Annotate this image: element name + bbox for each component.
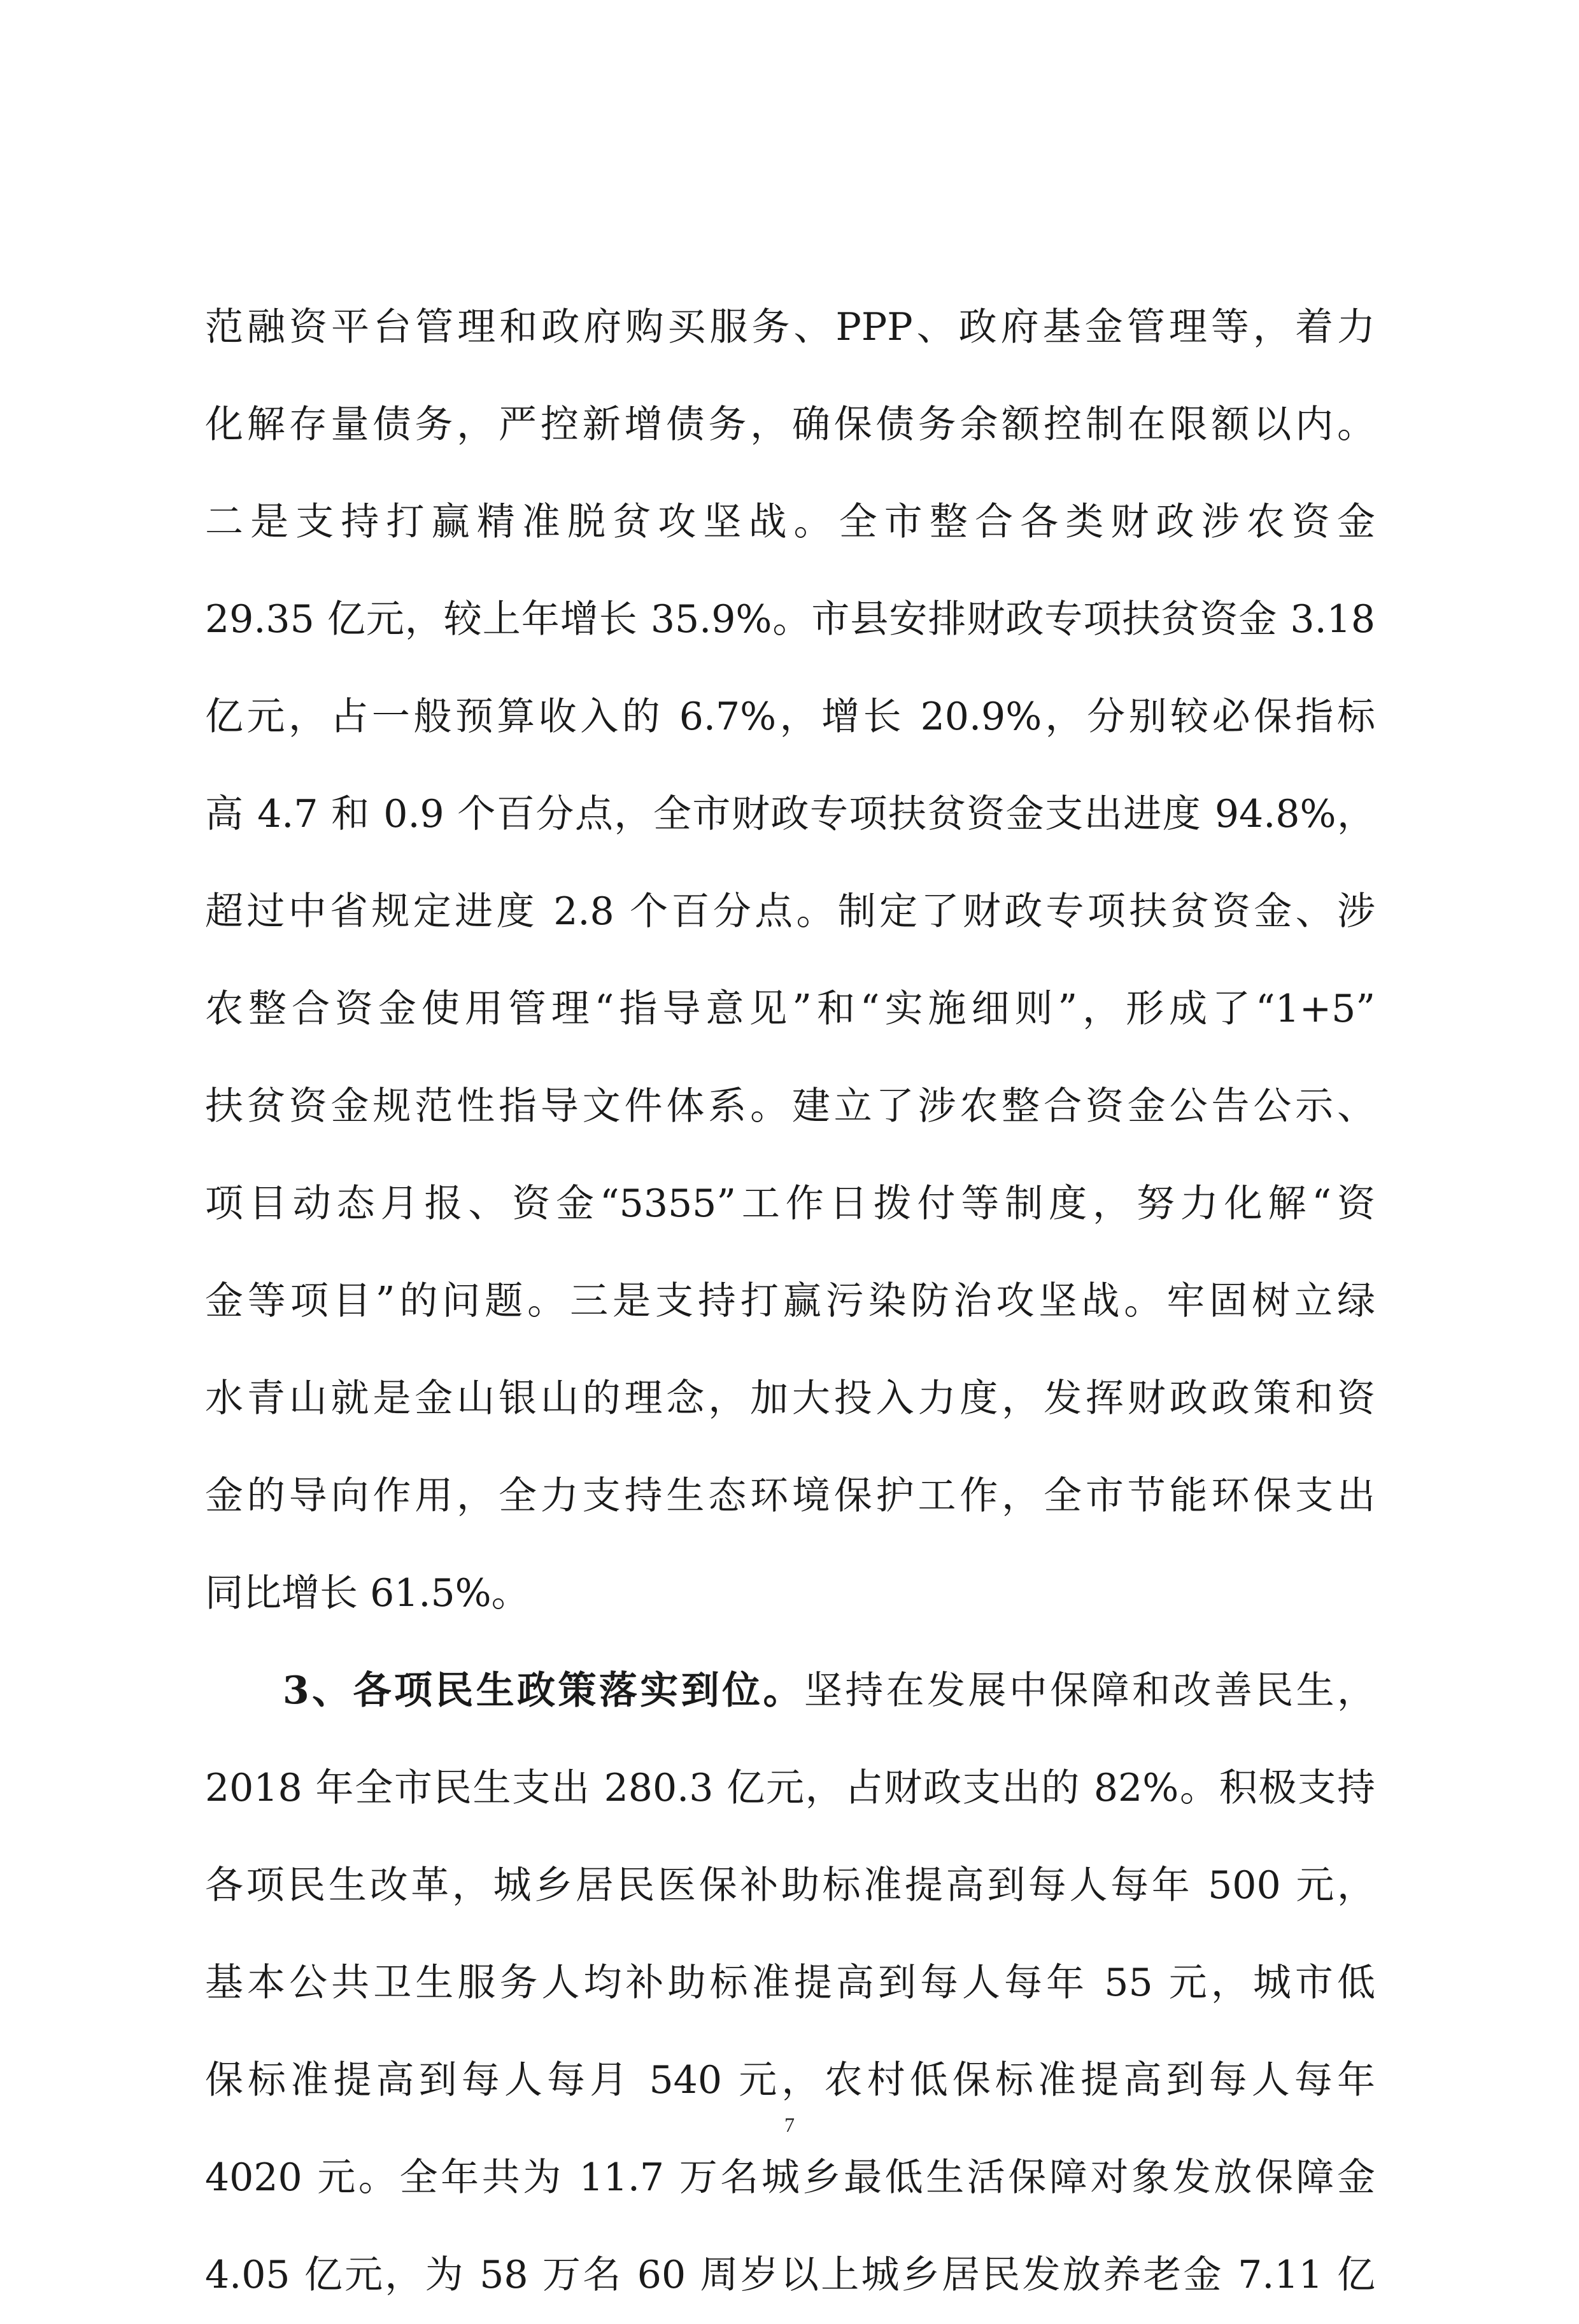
paragraph-line: 超过中省规定进度 2.8 个百分点。制定了财政专项扶贫资金、涉	[205, 889, 1375, 934]
paragraph-line: 基本公共卫生服务人均补助标准提高到每人每年 55 元，城市低	[205, 1961, 1375, 2005]
paragraph-line: 化解存量债务，严控新增债务，确保债务余额控制在限额以内。	[205, 402, 1375, 447]
paragraph-line: 4.05 亿元，为 58 万名 60 周岁以上城乡居民发放养老金 7.11 亿	[205, 2253, 1375, 2297]
paragraph-line: 保标准提高到每人每月 540 元，农村低保标准提高到每人每年	[205, 2058, 1375, 2102]
paragraph-line: 金的导向作用，全力支持生态环境保护工作，全市节能环保支出	[205, 1474, 1375, 1518]
paragraph-line: 4020 元。全年共为 11.7 万名城乡最低生活保障对象发放保障金	[205, 2155, 1375, 2200]
paragraph-line: 各项民生改革，城乡居民医保补助标准提高到每人每年 500 元，	[205, 1863, 1375, 1908]
paragraph-line: 农整合资金使用管理“指导意见”和“实施细则”，形成了“1+5”	[205, 987, 1375, 1031]
paragraph-line: 二是支持打赢精准脱贫攻坚战。全市整合各类财政涉农资金	[205, 500, 1375, 544]
page-number: 7	[784, 2113, 795, 2136]
paragraph-line: 高 4.7 和 0.9 个百分点，全市财政专项扶贫资金支出进度 94.8%，	[205, 792, 1375, 836]
paragraph-line: 同比增长 61.5%。	[205, 1571, 530, 1616]
paragraph-line: 范融资平台管理和政府购买服务、PPP、政府基金管理等，着力	[205, 305, 1375, 349]
section-3-first-line	[205, 1642, 1375, 1740]
paragraph-line: 2018 年全市民生支出 280.3 亿元，占财政支出的 82%。积极支持	[205, 1766, 1375, 1810]
paragraph-line: 29.35 亿元，较上年增长 35.9%。市县安排财政专项扶贫资金 3.18	[205, 597, 1375, 642]
section-3-heading: 3、各项民生政策落实到位。	[283, 1668, 804, 1713]
section-3-lead-text: 坚持在发展中保障和改善民生，	[804, 1668, 1375, 1713]
document-body	[205, 279, 1375, 2324]
paragraph-line: 扶贫资金规范性指导文件体系。建立了涉农整合资金公告公示、	[205, 1084, 1375, 1129]
paragraph-line: 亿元，占一般预算收入的 6.7%，增长 20.9%，分别较必保指标	[205, 694, 1375, 739]
paragraph-line: 水青山就是金山银山的理念，加大投入力度，发挥财政政策和资	[205, 1376, 1375, 1421]
paragraph-line: 金等项目”的问题。三是支持打赢污染防治攻坚战。牢固树立绿	[205, 1279, 1375, 1323]
paragraph-line: 项目动态月报、资金“5355”工作日拨付等制度，努力化解“资	[205, 1181, 1375, 1226]
